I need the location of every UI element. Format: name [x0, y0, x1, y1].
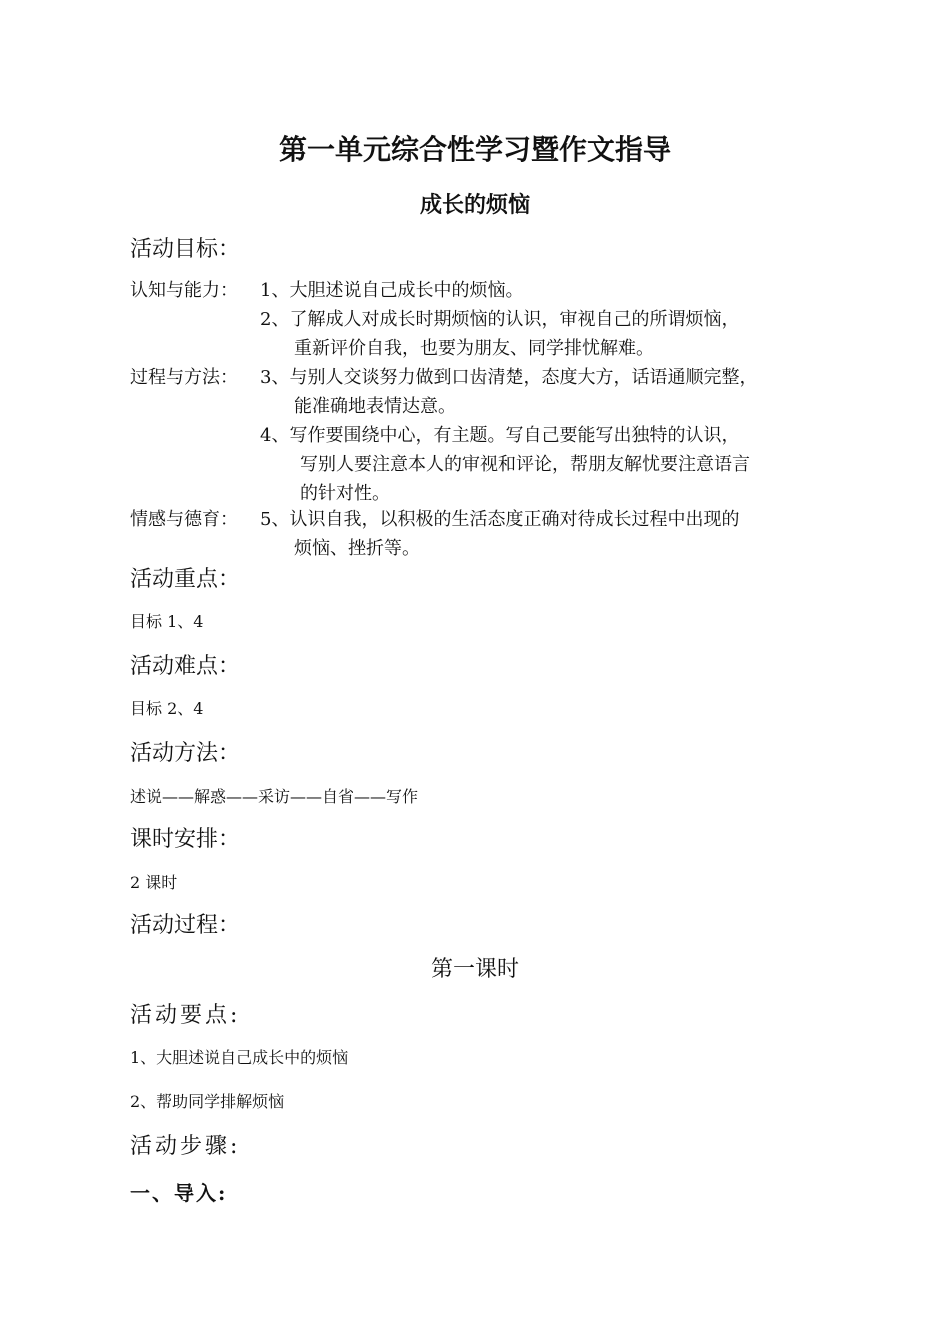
lesson-1-points-heading: 活动要点: [130, 1003, 241, 1028]
goal-category-process: 过程与方法： [130, 367, 238, 388]
goal-item-2-line-2: 重新评价自我，也要为朋友、同学排忧解难。 [294, 338, 654, 359]
goal-item-4-line-3: 的针对性。 [300, 483, 390, 504]
goal-item-5-line-1: 5、认识自我，以积极的生活态度正确对待成长过程中出现的 [260, 509, 740, 530]
page-title: 第一单元综合性学习暨作文指导 [278, 133, 671, 166]
page-subtitle: 成长的烦恼 [419, 192, 530, 218]
schedule-heading: 课时安排： [130, 827, 241, 852]
goal-item-3-line-2: 能准确地表情达意。 [294, 396, 456, 417]
difficult-points-text: 目标 2、4 [130, 699, 204, 718]
goal-item-3-line-1: 3、与别人交谈努力做到口齿清楚，态度大方，话语通顺完整， [260, 367, 758, 388]
goal-category-cognition: 认知与能力： [130, 280, 238, 301]
method-heading: 活动方法： [130, 741, 241, 766]
lesson-1-point-2: 2、帮助同学排解烦恼 [130, 1092, 285, 1111]
goal-item-4-line-2: 写别人要注意本人的审视和评论，帮朋友解忧要注意语言 [300, 454, 750, 475]
difficult-points-heading: 活动难点： [130, 654, 241, 679]
goal-item-2-line-1: 2、了解成人对成长时期烦恼的认识，审视自己的所谓烦恼， [260, 309, 740, 330]
lesson-1-steps-heading: 活动步骤: [130, 1134, 241, 1159]
schedule-text: 2 课时 [130, 873, 178, 892]
goal-item-4-line-1: 4、写作要围绕中心，有主题。写自己要能写出独特的认识， [260, 425, 740, 446]
goal-item-1: 1、大胆述说自己成长中的烦恼。 [260, 280, 524, 301]
lesson-1-step-1-heading: 一、导入: [130, 1181, 228, 1205]
lesson-1-title: 第一课时 [430, 957, 519, 982]
goal-item-5-line-2: 烦恼、挫折等。 [294, 538, 420, 559]
goals-heading: 活动目标： [130, 237, 241, 262]
key-points-text: 目标 1、4 [130, 612, 204, 631]
process-heading: 活动过程： [130, 913, 241, 938]
goal-category-emotion: 情感与德育： [130, 509, 238, 530]
key-points-heading: 活动重点： [130, 567, 241, 592]
method-text: 述说——解惑——采访——自省——写作 [130, 787, 419, 806]
lesson-1-point-1: 1、大胆述说自己成长中的烦恼 [130, 1048, 349, 1067]
